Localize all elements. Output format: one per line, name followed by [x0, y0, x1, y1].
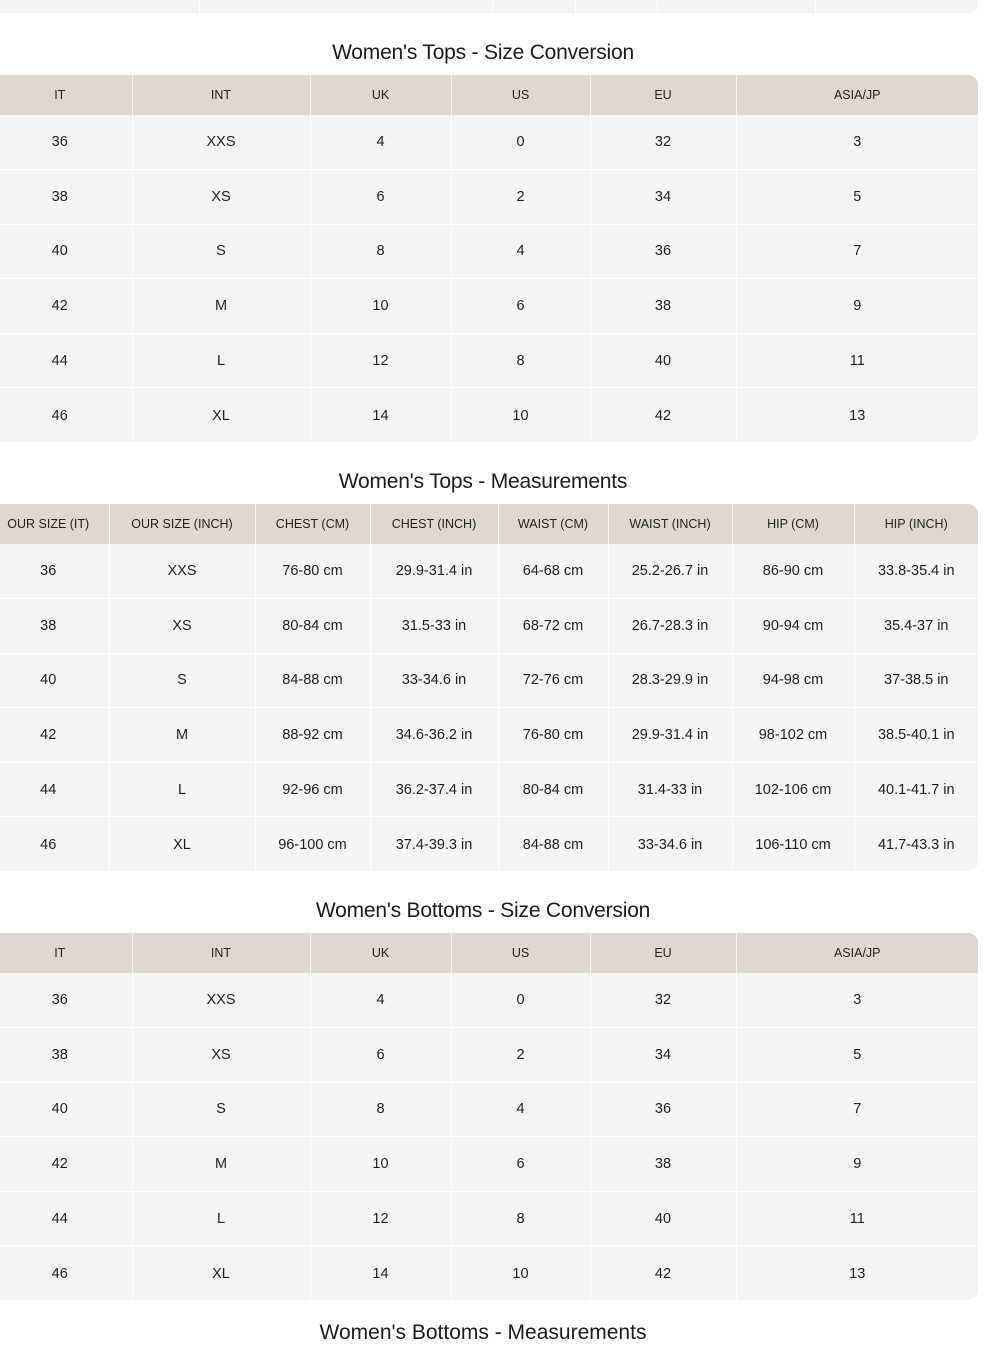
table-cell: 6 — [451, 1137, 590, 1192]
table-cell: 10 — [451, 1246, 590, 1300]
table-cell: 11 — [736, 333, 978, 388]
column-header: EU — [590, 933, 736, 973]
table-cell: 42 — [0, 279, 132, 334]
table-row — [0, 279, 978, 334]
table-cell: 5 — [736, 1028, 978, 1083]
table-cell: 40 — [0, 653, 109, 708]
table-cell: 33-34.6 in — [370, 653, 498, 708]
column-header: WAIST (INCH) — [608, 504, 732, 544]
table-row — [0, 1191, 978, 1246]
table-header-row — [0, 933, 978, 973]
table-row — [0, 1028, 978, 1083]
table-cell: 102-106 cm — [732, 762, 854, 817]
table-cell: 3 — [736, 115, 978, 170]
table-cell: 46 — [0, 388, 132, 442]
table-cell: 40 — [590, 333, 736, 388]
table-cell: 14 — [310, 388, 451, 442]
table-cell: 40 — [590, 1191, 736, 1246]
table-cell: 5 — [736, 170, 978, 225]
bottoms-conversion-table — [0, 933, 978, 1300]
column-header: INT — [132, 75, 310, 115]
table-cell: 10 — [310, 1137, 451, 1192]
table-cell: 46 — [0, 817, 109, 871]
table-cell: 34.6-36.2 in — [370, 708, 498, 763]
table-cell: 8 — [451, 1191, 590, 1246]
tops-measurements-title: Women's Tops - Measurements — [338, 470, 628, 493]
table-cell: M — [132, 1137, 310, 1192]
bottoms-measurements-title: Women's Bottoms - Measurements — [319, 1321, 647, 1344]
table-cell: 7 — [736, 1082, 978, 1137]
table-cell: M — [132, 279, 310, 334]
table-cell: 29.9-31.4 in — [370, 544, 498, 599]
table-cell: 38 — [0, 1028, 132, 1083]
table-row — [0, 170, 978, 225]
table-row — [0, 599, 978, 654]
table-row — [0, 388, 978, 442]
table-cell: 0 — [451, 973, 590, 1028]
tops-conversion-table — [0, 75, 978, 442]
table-cell: 13 — [736, 1246, 978, 1300]
table-cell: S — [132, 1082, 310, 1137]
table-cell: 9 — [736, 279, 978, 334]
table-cell: XS — [132, 1028, 310, 1083]
table-cell: 44 — [0, 762, 109, 817]
table-cell: 76-80 cm — [498, 708, 608, 763]
table-cell: L — [132, 1191, 310, 1246]
table-row — [0, 544, 978, 599]
table-cell: 4 — [310, 115, 451, 170]
column-header: US — [451, 75, 590, 115]
table-cell: L — [109, 762, 255, 817]
table-cell: 38 — [0, 170, 132, 225]
table-cell: 33-34.6 in — [608, 817, 732, 871]
table-cell: 12 — [310, 1191, 451, 1246]
table-cell: 0 — [451, 115, 590, 170]
table-header-row — [0, 504, 978, 544]
table-cell: 36 — [51, 992, 68, 1009]
table-cell: 37.4-39.3 in — [370, 817, 498, 871]
table-cell: 26.7-28.3 in — [608, 599, 732, 654]
column-header: CHEST (CM) — [255, 504, 370, 544]
column-header: ASIA/JP — [736, 75, 978, 115]
table-cell: XL — [132, 388, 310, 442]
column-header: HIP (INCH) — [854, 504, 978, 544]
table-cell: 90-94 cm — [732, 599, 854, 654]
table-cell: 68-72 cm — [498, 599, 608, 654]
table-cell: 14 — [310, 1246, 451, 1300]
table-cell: 40 — [0, 1082, 132, 1137]
table-cell: 98-102 cm — [732, 708, 854, 763]
table-row — [0, 708, 978, 763]
table-cell: XXS — [109, 544, 255, 599]
table-cell: 36 — [40, 563, 57, 580]
table-cell: 40.1-41.7 in — [854, 762, 978, 817]
column-header: US — [451, 933, 590, 973]
table-header-row — [0, 75, 978, 115]
table-cell: XL — [109, 817, 255, 871]
table-cell: 7 — [736, 224, 978, 279]
table-cell: 38 — [0, 599, 109, 654]
table-row — [0, 1137, 978, 1192]
column-header: ASIA/JP — [736, 933, 978, 973]
table-cell: 37-38.5 in — [854, 653, 978, 708]
table-cell: 8 — [451, 333, 590, 388]
table-cell: 10 — [451, 388, 590, 442]
table-cell: 42 — [0, 708, 109, 763]
table-row — [0, 653, 978, 708]
table-cell: 94-98 cm — [732, 653, 854, 708]
column-header: UK — [310, 75, 451, 115]
table-cell: XS — [109, 599, 255, 654]
table-cell: 44 — [0, 333, 132, 388]
column-header: WAIST (CM) — [498, 504, 608, 544]
table-cell: 8 — [310, 1082, 451, 1137]
table-cell: 12 — [310, 333, 451, 388]
column-header: UK — [310, 933, 451, 973]
table-cell: 64-68 cm — [498, 544, 608, 599]
table-cell: 76-80 cm — [255, 544, 370, 599]
table-cell: 2 — [451, 170, 590, 225]
table-cell: 9 — [736, 1137, 978, 1192]
table-cell: 4 — [451, 224, 590, 279]
table-cell: 6 — [451, 279, 590, 334]
table-cell: 11 — [736, 1191, 978, 1246]
table-cell: S — [132, 224, 310, 279]
table-cell: 36 — [51, 134, 68, 151]
table-cell: 72-76 cm — [498, 653, 608, 708]
table-row — [0, 817, 978, 871]
table-cell: 34 — [590, 1028, 736, 1083]
table-row — [0, 973, 978, 1028]
table-cell: 29.9-31.4 in — [608, 708, 732, 763]
table-cell: 38.5-40.1 in — [854, 708, 978, 763]
table-cell: 33.8-35.4 in — [854, 544, 978, 599]
column-header: OUR SIZE (INCH) — [109, 504, 255, 544]
table-cell: 32 — [590, 115, 736, 170]
table-cell: 28.3-29.9 in — [608, 653, 732, 708]
table-cell: 31.5-33 in — [370, 599, 498, 654]
table-cell: 38 — [590, 279, 736, 334]
table-cell: 36 — [590, 1082, 736, 1137]
table-cell: 6 — [310, 1028, 451, 1083]
tops-conversion-title: Women's Tops - Size Conversion — [332, 41, 634, 64]
table-cell: 32 — [590, 973, 736, 1028]
table-cell: M — [109, 708, 255, 763]
table-row — [0, 762, 978, 817]
table-cell: 84-88 cm — [498, 817, 608, 871]
column-header: EU — [590, 75, 736, 115]
table-cell: 42 — [590, 388, 736, 442]
table-cell: 40 — [0, 224, 132, 279]
table-cell: 25.2-26.7 in — [608, 544, 732, 599]
table-cell: 4 — [310, 973, 451, 1028]
tops-measurements-table — [0, 504, 978, 871]
column-header: IT — [54, 946, 66, 960]
table-cell: 34 — [590, 170, 736, 225]
column-header: CHEST (INCH) — [370, 504, 498, 544]
table-cell: L — [132, 333, 310, 388]
table-cell: 88-92 cm — [255, 708, 370, 763]
table-cell: 3 — [736, 973, 978, 1028]
table-cell: 80-84 cm — [255, 599, 370, 654]
table-cell: 46 — [0, 1246, 132, 1300]
table-cell: 6 — [310, 170, 451, 225]
table-cell: 96-100 cm — [255, 817, 370, 871]
table-cell: 86-90 cm — [732, 544, 854, 599]
table-cell: XL — [132, 1246, 310, 1300]
column-header: OUR SIZE (IT) — [7, 517, 90, 531]
table-row — [0, 1082, 978, 1137]
table-cell: 36.2-37.4 in — [370, 762, 498, 817]
table-cell: 4 — [451, 1082, 590, 1137]
column-header: HIP (CM) — [732, 504, 854, 544]
bottoms-conversion-title: Women's Bottoms - Size Conversion — [315, 899, 651, 922]
table-row — [0, 333, 978, 388]
column-header: INT — [132, 933, 310, 973]
table-cell: 31.4-33 in — [608, 762, 732, 817]
table-cell: 2 — [451, 1028, 590, 1083]
table-cell: XXS — [132, 973, 310, 1028]
previous-table-fragment — [0, 0, 978, 13]
table-cell: S — [109, 653, 255, 708]
table-cell: 38 — [590, 1137, 736, 1192]
table-cell: 106-110 cm — [732, 817, 854, 871]
table-row — [0, 1246, 978, 1300]
column-header: IT — [54, 88, 66, 102]
table-cell: 42 — [590, 1246, 736, 1300]
table-cell: XXS — [132, 115, 310, 170]
table-cell: 35.4-37 in — [854, 599, 978, 654]
table-cell: 10 — [310, 279, 451, 334]
table-cell: 44 — [0, 1191, 132, 1246]
table-cell: 36 — [590, 224, 736, 279]
table-cell: 42 — [0, 1137, 132, 1192]
table-cell: 41.7-43.3 in — [854, 817, 978, 871]
table-cell: 84-88 cm — [255, 653, 370, 708]
table-cell: 13 — [736, 388, 978, 442]
table-cell: 80-84 cm — [498, 762, 608, 817]
table-cell: 92-96 cm — [255, 762, 370, 817]
table-cell: XS — [132, 170, 310, 225]
table-row — [0, 224, 978, 279]
table-row — [0, 115, 978, 170]
table-cell: 8 — [310, 224, 451, 279]
